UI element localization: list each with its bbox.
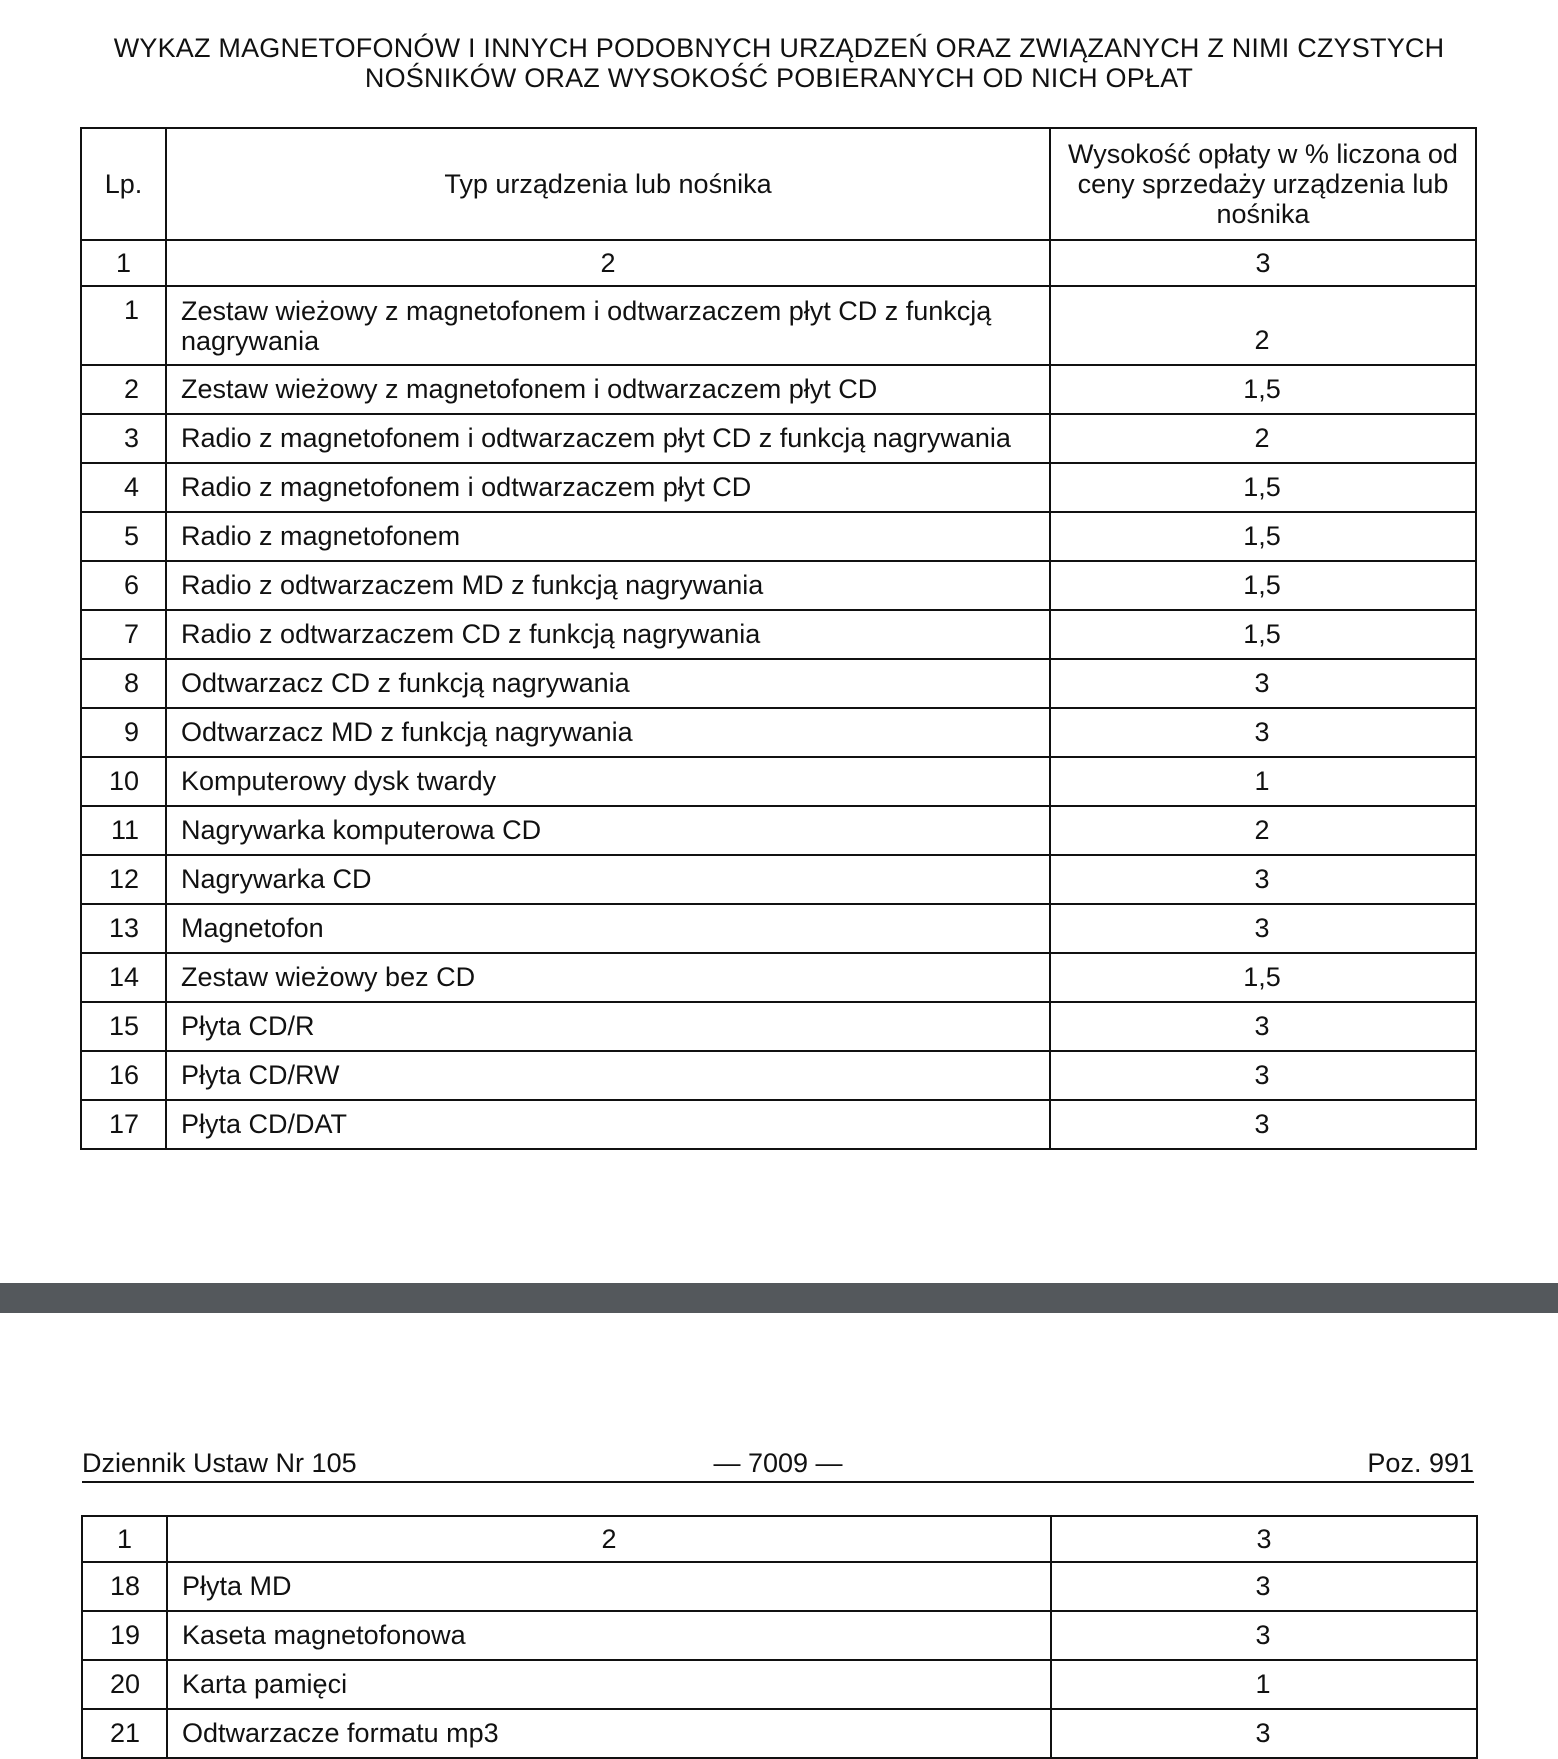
row-number: 10 xyxy=(81,757,166,806)
row-number: 8 xyxy=(81,659,166,708)
row-number: 9 xyxy=(81,708,166,757)
column-number: 2 xyxy=(166,240,1050,286)
row-number: 13 xyxy=(81,904,166,953)
fee-percent: 1,5 xyxy=(1050,512,1476,561)
fee-percent: 1,5 xyxy=(1050,561,1476,610)
device-type: Odtwarzacz MD z funkcją nagrywania xyxy=(166,708,1050,757)
fee-percent: 3 xyxy=(1050,708,1476,757)
device-type: Kaseta magnetofonowa xyxy=(167,1611,1051,1660)
row-number: 5 xyxy=(81,512,166,561)
table-row xyxy=(81,904,1476,953)
device-type: Radio z magnetofonem i odtwarzaczem płyt CD xyxy=(166,463,1050,512)
fee-percent: 3 xyxy=(1051,1562,1477,1611)
device-type: Komputerowy dysk twardy xyxy=(166,757,1050,806)
fee-percent: 2 xyxy=(1050,414,1476,463)
header-lp: Lp. xyxy=(81,128,166,240)
device-type: Magnetofon xyxy=(166,904,1050,953)
device-type: Radio z magnetofonem xyxy=(166,512,1050,561)
row-number: 7 xyxy=(81,610,166,659)
table-row xyxy=(82,1562,1477,1611)
fee-percent: 1,5 xyxy=(1050,953,1476,1002)
row-number: 2 xyxy=(81,365,166,414)
device-type: Odtwarzacze formatu mp3 xyxy=(167,1709,1051,1758)
row-number: 1 xyxy=(81,286,166,365)
table-row xyxy=(81,953,1476,1002)
fee-percent: 1,5 xyxy=(1050,365,1476,414)
device-type: Radio z odtwarzaczem MD z funkcją nagrywania xyxy=(166,561,1050,610)
device-type: Odtwarzacz CD z funkcją nagrywania xyxy=(166,659,1050,708)
header-type: Typ urządzenia lub nośnika xyxy=(166,128,1050,240)
fee-percent: 3 xyxy=(1050,1100,1476,1149)
table-row xyxy=(81,757,1476,806)
table-row xyxy=(81,463,1476,512)
table-row xyxy=(81,512,1476,561)
fee-percent: 3 xyxy=(1051,1709,1477,1758)
table-header-row xyxy=(81,128,1476,240)
page-divider xyxy=(0,1283,1558,1313)
device-type: Płyta CD/R xyxy=(166,1002,1050,1051)
row-number: 14 xyxy=(81,953,166,1002)
table-row xyxy=(81,561,1476,610)
page-number: — 7009 — xyxy=(713,1448,843,1478)
table-row xyxy=(81,414,1476,463)
column-number: 2 xyxy=(167,1516,1051,1562)
fee-table-continued xyxy=(81,1515,1478,1759)
device-type: Radio z magnetofonem i odtwarzaczem płyt CD z funkcją nagrywania xyxy=(166,414,1050,463)
table-row xyxy=(81,610,1476,659)
device-type: Zestaw wieżowy bez CD xyxy=(166,953,1050,1002)
table-row xyxy=(82,1660,1477,1709)
fee-percent: 1 xyxy=(1050,757,1476,806)
fee-percent: 3 xyxy=(1050,1051,1476,1100)
running-header xyxy=(82,1445,1474,1483)
row-number: 18 xyxy=(82,1562,167,1611)
document-title xyxy=(0,33,1558,93)
header-fee: Wysokość opłaty w % liczona od ceny sprzedaży urządzenia lub nośnika xyxy=(1050,128,1476,240)
fee-percent: 3 xyxy=(1050,855,1476,904)
row-number: 4 xyxy=(81,463,166,512)
row-number: 19 xyxy=(82,1611,167,1660)
fee-percent: 3 xyxy=(1050,904,1476,953)
column-number: 1 xyxy=(82,1516,167,1562)
fee-percent: 2 xyxy=(1050,286,1476,365)
fee-table xyxy=(80,127,1477,1150)
row-number: 21 xyxy=(82,1709,167,1758)
row-number: 12 xyxy=(81,855,166,904)
column-number-row xyxy=(82,1516,1477,1562)
row-number: 3 xyxy=(81,414,166,463)
device-type: Płyta MD xyxy=(167,1562,1051,1611)
table-row xyxy=(82,1611,1477,1660)
row-number: 6 xyxy=(81,561,166,610)
position-number: Poz. 991 xyxy=(1367,1448,1474,1478)
table-row xyxy=(81,1051,1476,1100)
device-type: Zestaw wieżowy z magnetofonem i odtwarzaczem płyt CD z funkcją nagrywania xyxy=(166,286,1050,365)
table-row xyxy=(81,806,1476,855)
fee-percent: 1,5 xyxy=(1050,463,1476,512)
column-number-row xyxy=(81,240,1476,286)
row-number: 15 xyxy=(81,1002,166,1051)
device-type: Płyta CD/RW xyxy=(166,1051,1050,1100)
fee-percent: 3 xyxy=(1050,1002,1476,1051)
column-number: 3 xyxy=(1051,1516,1477,1562)
table-row xyxy=(81,1100,1476,1149)
table-row xyxy=(81,708,1476,757)
column-number: 3 xyxy=(1050,240,1476,286)
table-row xyxy=(81,659,1476,708)
device-type: Płyta CD/DAT xyxy=(166,1100,1050,1149)
column-number: 1 xyxy=(81,240,166,286)
fee-percent: 1,5 xyxy=(1050,610,1476,659)
row-number: 11 xyxy=(81,806,166,855)
fee-percent: 2 xyxy=(1050,806,1476,855)
table-row xyxy=(82,1709,1477,1758)
fee-percent: 3 xyxy=(1050,659,1476,708)
journal-name: Dziennik Ustaw Nr 105 xyxy=(82,1448,357,1478)
fee-percent: 3 xyxy=(1051,1611,1477,1660)
title-line-1: WYKAZ MAGNETOFONÓW I INNYCH PODOBNYCH URZĄDZEŃ ORAZ ZWIĄZANYCH Z NIMI CZYSTYCH xyxy=(113,33,1445,63)
row-number: 17 xyxy=(81,1100,166,1149)
table-row xyxy=(81,855,1476,904)
table-row xyxy=(81,365,1476,414)
row-number: 20 xyxy=(82,1660,167,1709)
device-type: Radio z odtwarzaczem CD z funkcją nagrywania xyxy=(166,610,1050,659)
device-type: Nagrywarka CD xyxy=(166,855,1050,904)
table-row xyxy=(81,1002,1476,1051)
fee-percent: 1 xyxy=(1051,1660,1477,1709)
device-type: Nagrywarka komputerowa CD xyxy=(166,806,1050,855)
table-row xyxy=(81,286,1476,365)
device-type: Zestaw wieżowy z magnetofonem i odtwarzaczem płyt CD xyxy=(166,365,1050,414)
title-line-2: NOŚNIKÓW ORAZ WYSOKOŚĆ POBIERANYCH OD NICH OPŁAT xyxy=(364,63,1194,93)
row-number: 16 xyxy=(81,1051,166,1100)
device-type: Karta pamięci xyxy=(167,1660,1051,1709)
